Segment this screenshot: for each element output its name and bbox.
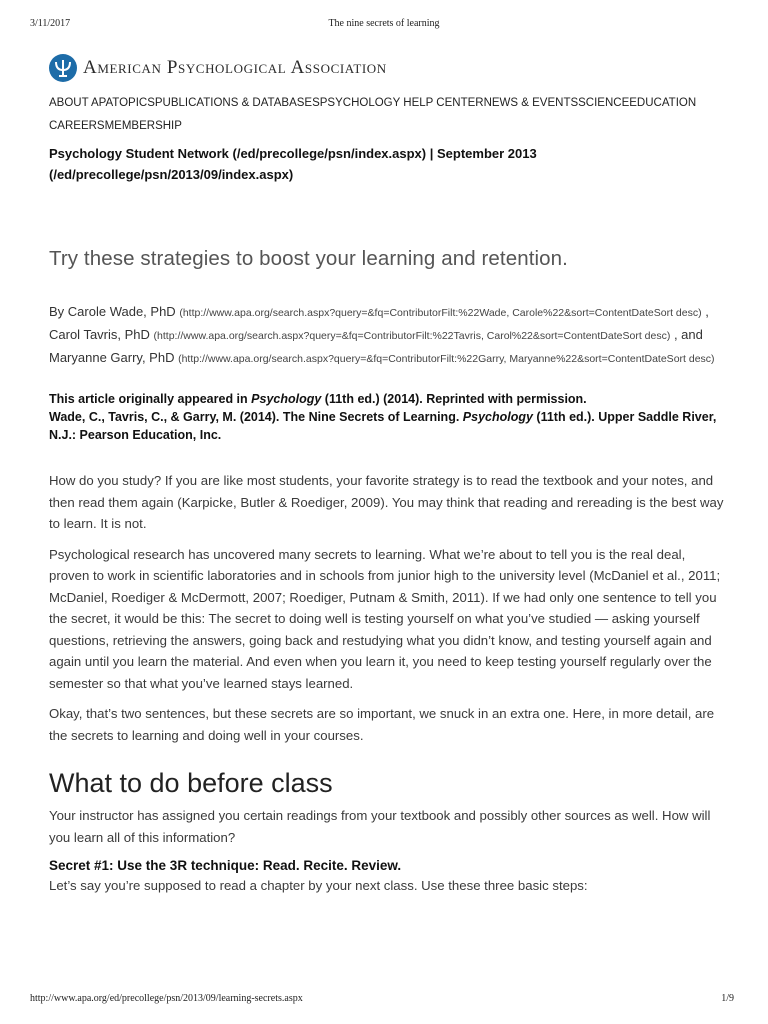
print-header: [30, 18, 738, 32]
credit-book-title: Psychology: [251, 392, 322, 406]
author-tavris[interactable]: Carol Tavris, PhD: [49, 327, 150, 342]
network-url[interactable]: (/ed/precollege/psn/index.aspx): [232, 146, 427, 161]
citation-book-title: Psychology: [462, 410, 533, 424]
byline-sep-2: , and: [670, 327, 703, 342]
issue-link[interactable]: September 2013: [437, 146, 537, 161]
byline: [49, 301, 728, 370]
paragraph: Okay, that’s two sentences, but these secrets are so important, we snuck in an extra one. Here, in more detail, are the secrets to learning and doing well in your courses.: [49, 706, 715, 743]
paragraph: Psychological research has uncovered many secrets to learning. What we’re about to tell you is the real deal, proven to work in scientific laboratories and in schools from junior high to the university level (McDaniel et al., 2011; McDaniel, Roediger & McDermott, 2007; Roediger, Putnam & Smith, 2011). If we had only one sentence to tell you the secret, it would be this: The secret to doing well is testing yourself on what you’ve studied — asking yourself questions, retrieving the answers, going back and restudying what you didn’t know, and testing yourself again and again until you learn the material. And even when you learn it, you need to keep testing yourself regularly over the semester so that what you’ve learned stays learned.: [49, 546, 721, 691]
section-intro: Your instructor has assigned you certain readings from your textbook and possibly other sources as well. How will you learn all of this information?: [49, 808, 711, 845]
author-garry[interactable]: Maryanne Garry, PhD: [49, 350, 175, 365]
print-url: http://www.apa.org/ed/precollege/psn/2013/09/learning-secrets.aspx: [30, 993, 303, 1004]
citation-text: Wade, C., Tavris, C., & Garry, M. (2014). The Nine Secrets of Learning.: [49, 410, 463, 424]
pub-separator: |: [426, 146, 437, 161]
main-nav: [49, 92, 729, 138]
article-page: [49, 50, 728, 906]
author-garry-url[interactable]: (http://www.apa.org/search.aspx?query=&fq=ContributorFilt:%22Garry, Maryanne%22&sort=ContentDateSort desc): [178, 353, 715, 365]
apa-psi-icon: [49, 54, 77, 82]
credit-text: (11th ed.) (2014). Reprinted with permission.: [321, 392, 587, 406]
secret-text: Let’s say you’re supposed to read a chapter by your next class. Use these three basic steps:: [49, 878, 588, 893]
page-number: 1/9: [721, 993, 734, 1004]
network-link[interactable]: Psychology Student Network: [49, 146, 229, 161]
secret-heading: Secret #1: Use the 3R technique: Read. Recite. Review.: [49, 858, 402, 873]
logo-wordmark: American Psychological Association: [83, 57, 387, 78]
section-heading: What to do before class: [49, 768, 333, 798]
issue-url[interactable]: (/ed/precollege/psn/2013/09/index.aspx): [49, 167, 294, 182]
byline-by: By: [49, 304, 68, 319]
print-date: 3/11/2017: [30, 18, 71, 29]
nav-links[interactable]: ABOUT APATOPICSPUBLICATIONS & DATABASESPSYCHOLOGY HELP CENTERNEWS & EVENTSSCIENCEEDUCATION CAREERSMEMBERSHIP: [49, 97, 697, 132]
print-footer: [30, 993, 738, 1007]
author-wade[interactable]: Carole Wade, PhD: [67, 304, 176, 319]
apa-logo[interactable]: [49, 50, 728, 86]
print-title: The nine secrets of learning: [328, 18, 440, 29]
article-body: [49, 470, 728, 897]
paragraph: How do you study? If you are like most students, your favorite strategy is to read the textbook and your notes, and then read them again (Karpicke, Butler & Roediger, 2009). You may think that reading and rereading is the best way to learn. It is not.: [49, 473, 724, 531]
article-subtitle: Try these strategies to boost your learning and retention.: [49, 247, 568, 270]
publication-info: [49, 143, 709, 185]
author-tavris-url[interactable]: (http://www.apa.org/search.aspx?query=&fq=ContributorFilt:%22Tavris, Carol%22&sort=ContentDateSort desc): [153, 330, 671, 342]
citation-text: (11th ed.). Upper Saddle River, N.J.: Pearson Education, Inc.: [49, 410, 717, 442]
article-credit: [49, 390, 728, 444]
author-wade-url[interactable]: (http://www.apa.org/search.aspx?query=&fq=ContributorFilt:%22Wade, Carole%22&sort=ContentDateSort desc): [179, 307, 702, 319]
byline-sep-1: ,: [701, 304, 709, 319]
credit-text: This article originally appeared in: [49, 392, 252, 406]
